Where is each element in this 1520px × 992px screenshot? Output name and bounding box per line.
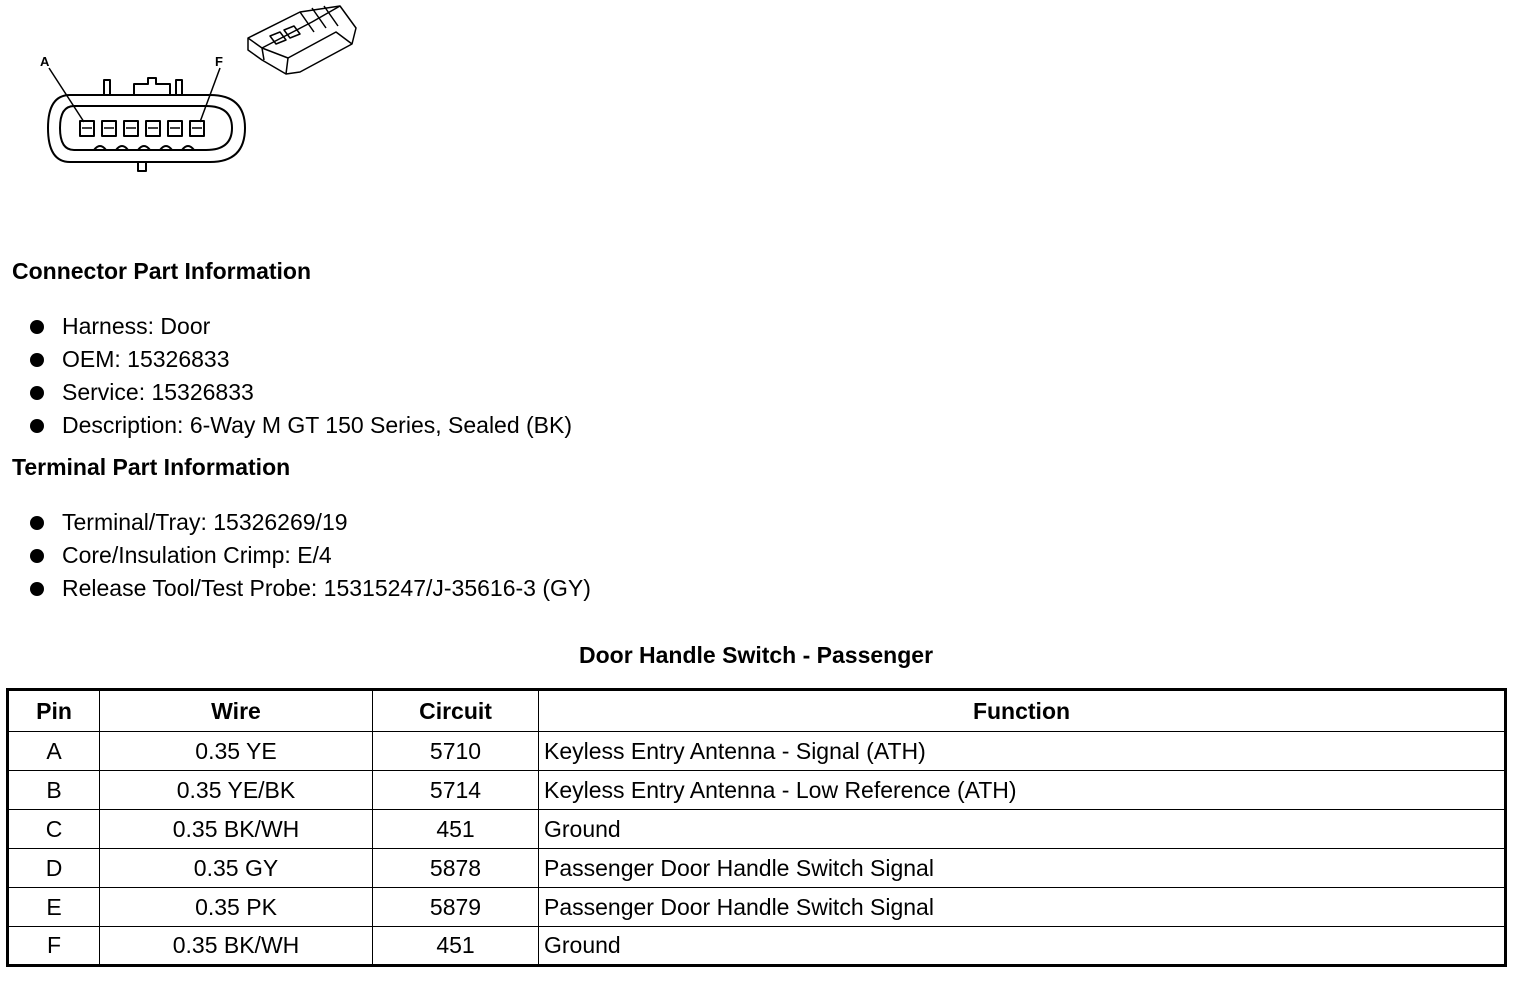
table-row xyxy=(8,810,1506,849)
connector-info-list xyxy=(28,310,572,442)
cell-function: Ground xyxy=(539,810,1506,849)
connector-3d-view xyxy=(248,6,356,74)
header-pin: Pin xyxy=(8,690,100,732)
table-row xyxy=(8,771,1506,810)
connector-diagram xyxy=(0,0,380,190)
bullet-icon xyxy=(30,582,44,596)
header-function: Function xyxy=(539,690,1506,732)
bullet-icon xyxy=(30,549,44,563)
cell-pin: A xyxy=(8,732,100,771)
connector-key xyxy=(138,162,146,171)
header-wire: Wire xyxy=(100,690,373,732)
cell-wire: 0.35 BK/WH xyxy=(100,927,373,966)
cell-wire: 0.35 YE xyxy=(100,732,373,771)
cell-wire: 0.35 YE/BK xyxy=(100,771,373,810)
list-item: Release Tool/Test Probe: 15315247/J-35616-3 (GY) xyxy=(28,572,591,605)
table-header-row xyxy=(8,690,1506,732)
list-item: Harness: Door xyxy=(28,310,572,343)
cell-wire: 0.35 GY xyxy=(100,849,373,888)
cell-circuit: 5878 xyxy=(373,849,539,888)
cell-function: Keyless Entry Antenna - Low Reference (ATH) xyxy=(539,771,1506,810)
cell-pin: B xyxy=(8,771,100,810)
terminal-info-list xyxy=(28,506,591,605)
bullet-icon xyxy=(30,516,44,530)
pin-a-label: A xyxy=(40,54,50,69)
list-item: Terminal/Tray: 15326269/19 xyxy=(28,506,591,539)
table-row xyxy=(8,927,1506,966)
connector-latch xyxy=(104,78,182,95)
cell-pin: E xyxy=(8,888,100,927)
list-item: OEM: 15326833 xyxy=(28,343,572,376)
bullet-icon xyxy=(30,386,44,400)
bullet-icon xyxy=(30,353,44,367)
table-row xyxy=(8,849,1506,888)
bullet-icon xyxy=(30,419,44,433)
cell-pin: C xyxy=(8,810,100,849)
cell-wire: 0.35 BK/WH xyxy=(100,810,373,849)
header-circuit: Circuit xyxy=(373,690,539,732)
table-row xyxy=(8,888,1506,927)
cell-function: Keyless Entry Antenna - Signal (ATH) xyxy=(539,732,1506,771)
terminal-cavities xyxy=(80,121,204,136)
pinout-table xyxy=(6,688,1507,967)
cell-pin: F xyxy=(8,927,100,966)
list-item: Description: 6-Way M GT 150 Series, Sealed (BK) xyxy=(28,409,572,442)
cell-circuit: 5710 xyxy=(373,732,539,771)
table-title: Door Handle Switch - Passenger xyxy=(578,642,934,668)
cell-function: Passenger Door Handle Switch Signal xyxy=(539,849,1506,888)
connector-info-heading: Connector Part Information xyxy=(12,258,312,284)
cell-function: Ground xyxy=(539,927,1506,966)
cell-circuit: 451 xyxy=(373,927,539,966)
cell-circuit: 5714 xyxy=(373,771,539,810)
bullet-icon xyxy=(30,320,44,334)
pin-f-label: F xyxy=(215,54,223,69)
cell-pin: D xyxy=(8,849,100,888)
table-row xyxy=(8,732,1506,771)
cell-wire: 0.35 PK xyxy=(100,888,373,927)
cell-function: Passenger Door Handle Switch Signal xyxy=(539,888,1506,927)
cell-circuit: 5879 xyxy=(373,888,539,927)
list-item: Core/Insulation Crimp: E/4 xyxy=(28,539,591,572)
cell-circuit: 451 xyxy=(373,810,539,849)
list-item: Service: 15326833 xyxy=(28,376,572,409)
terminal-info-heading: Terminal Part Information xyxy=(12,454,291,480)
